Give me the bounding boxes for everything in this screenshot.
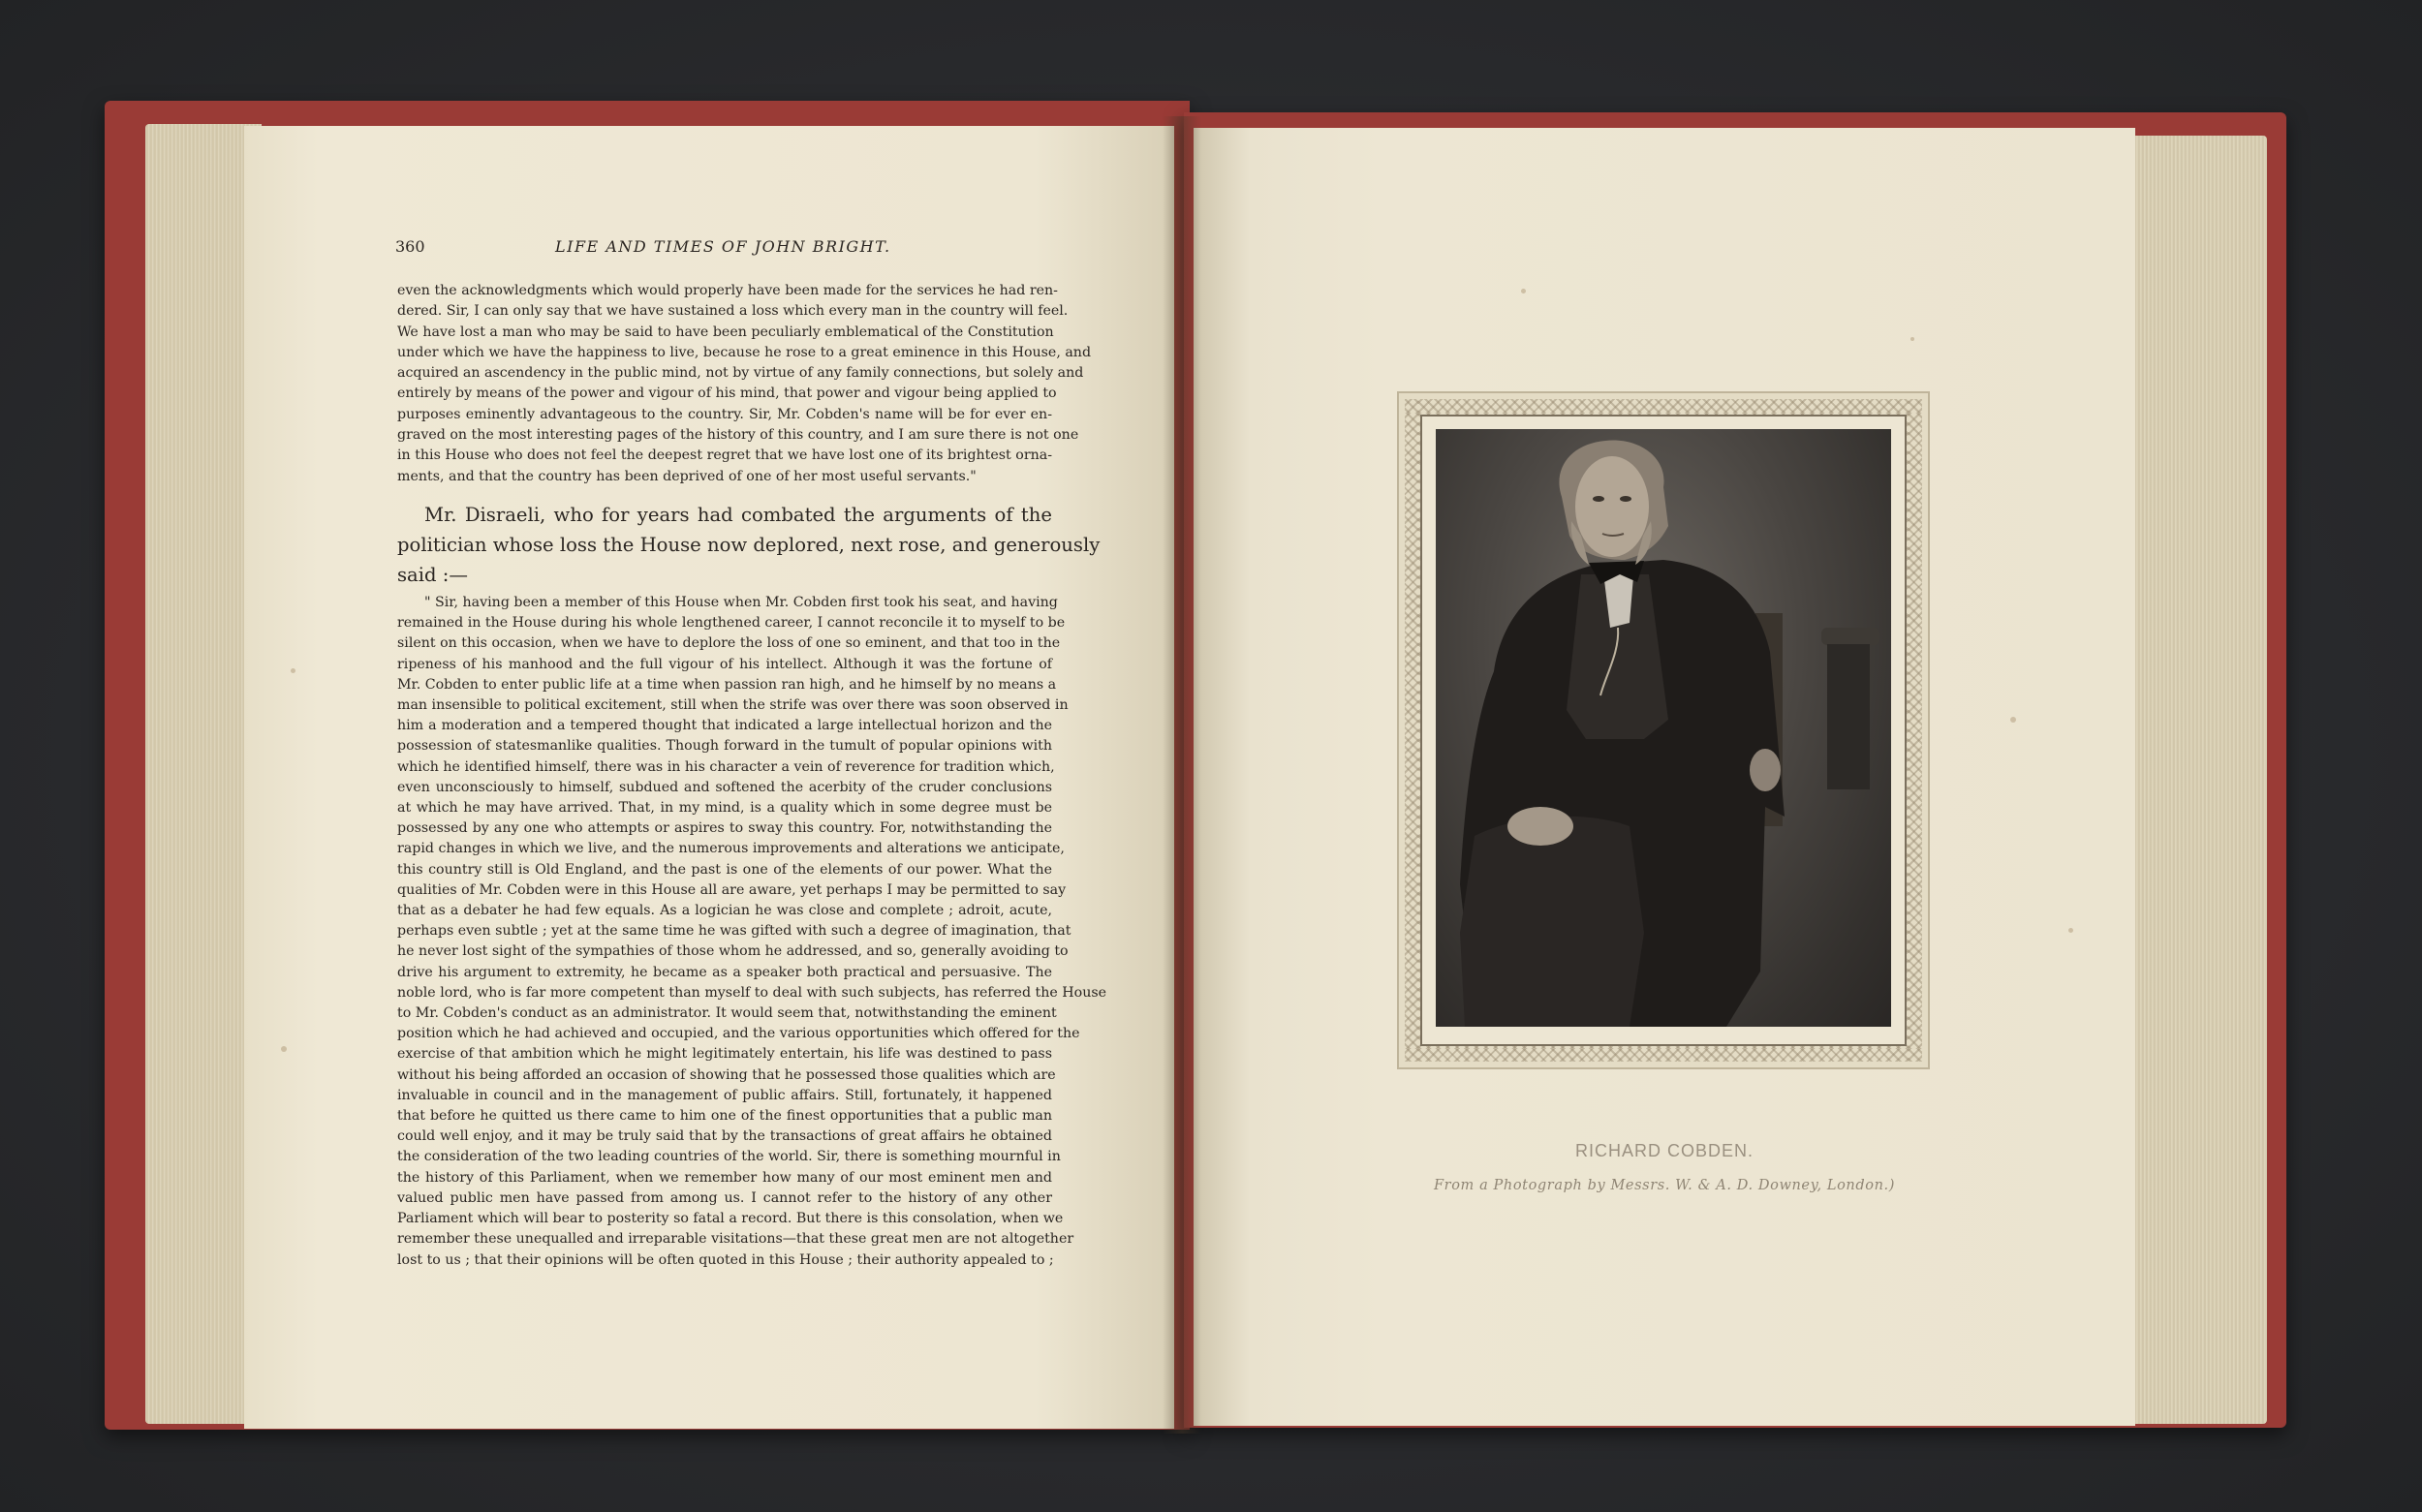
text-line: exercise of that ambition which he might legitimately entertain, his life was destined to pass xyxy=(397,1046,1052,1063)
text-line: rapid changes in which we live, and the numerous improvements and alterations we anticipate, xyxy=(397,841,1065,857)
foxing-spot xyxy=(281,1046,287,1052)
text-line: man insensible to political excitement, still when the strife was over there was soon observed in xyxy=(397,697,1069,714)
running-title: LIFE AND TIMES OF JOHN BRIGHT. xyxy=(555,237,891,256)
text-line: the history of this Parliament, when we remember how many of our most eminent men and xyxy=(397,1169,1052,1186)
plate-caption-title: RICHARD COBDEN. xyxy=(1574,1141,1754,1160)
side-table-leg xyxy=(1827,644,1870,789)
foxing-spot xyxy=(2010,717,2016,723)
side-table-top xyxy=(1821,628,1879,645)
text-line: Mr. Cobden to enter public life at a time when passion ran high, and he himself by no means a xyxy=(397,676,1057,693)
page-edges-right xyxy=(2122,136,2267,1424)
text-line: position which he had achieved and occupied, and the various opportunities which offered for the xyxy=(397,1026,1080,1042)
text-line: ments, and that the country has been deprived of one of her most useful servants." xyxy=(397,468,977,484)
eye-right xyxy=(1620,496,1631,502)
text-line: valued public men have passed from among us. I cannot refer to the history of any other xyxy=(397,1189,1052,1206)
text-line: him a moderation and a tempered thought that indicated a large intellectual horizon and the xyxy=(397,718,1052,734)
text-line: in this House who does not feel the deepest regret that we have lost one of its brightest orna- xyxy=(397,447,1052,464)
foxing-spot xyxy=(1521,289,1526,293)
text-line: even the acknowledgments which would properly have been made for the services he had ren- xyxy=(397,283,1058,298)
eye-left xyxy=(1593,496,1604,502)
quoted-speech-disraeli xyxy=(397,593,1107,1271)
text-line: the consideration of the two leading countries of the world. Sir, there is something mournful in xyxy=(397,1149,1061,1165)
text-line: " Sir, having been a member of this House when Mr. Cobden first took his seat, and having xyxy=(424,595,1058,610)
trousers xyxy=(1460,817,1644,1027)
page-number: 360 xyxy=(395,237,425,256)
text-line: dered. Sir, I can only say that we have sustained a loss which every man in the country will feel. xyxy=(397,303,1069,320)
text-line: perhaps even subtle ; yet at the same time he was gifted with such a degree of imagination, that xyxy=(397,923,1071,940)
text-line: drive his argument to extremity, he became as a speaker both practical and persuasive. The xyxy=(397,964,1052,980)
portrait-photograph xyxy=(1436,429,1891,1027)
foxing-spot xyxy=(1910,337,1914,341)
plate-caption-credit: From a Photograph by Messrs. W. & A. D. Downey, London.) xyxy=(1434,1178,1895,1193)
text-line: that as a debater he had few equals. As a logician he was close and complete ; adroit, acute, xyxy=(397,903,1052,919)
text-line: entirely by means of the power and vigour of his mind, that power and vigour being applied to xyxy=(397,386,1057,402)
text-line: he never lost sight of the sympathies of those whom he addressed, and so, generally avoiding to xyxy=(397,943,1069,960)
foxing-spot xyxy=(2068,928,2073,933)
text-line: under which we have the happiness to live, because he rose to a great eminence in this House, and xyxy=(397,344,1092,360)
text-line: silent on this occasion, when we have to deplore the loss of one so eminent, and that too in the xyxy=(397,635,1061,652)
text-line: remained in the House during his whole lengthened career, I cannot reconcile it to myself to be xyxy=(397,615,1066,632)
left-hand xyxy=(1507,807,1573,846)
narration-paragraph xyxy=(397,500,1101,590)
running-head xyxy=(395,237,1054,262)
quoted-speech-paragraph xyxy=(397,281,1092,487)
text-line: acquired an ascendency in the public mind, not by virtue of any family connections, but solely and xyxy=(397,365,1084,382)
text-line: possessed by any one who attempts or aspires to sway this country. For, notwithstanding the xyxy=(397,820,1052,837)
text-line: Parliament which will bear to posterity so fatal a record. But there is this consolation, when we xyxy=(397,1211,1064,1227)
book-gutter xyxy=(1163,116,1201,1434)
text-line: without his being afforded an occasion of showing that he possessed those qualities which are xyxy=(397,1066,1056,1083)
text-line: that before he quitted us there came to him one of the finest opportunities that a public man xyxy=(397,1108,1052,1125)
foxing-spot xyxy=(291,668,295,673)
text-line: to Mr. Cobden's conduct as an administrator. It would seem that, notwithstanding the eminent xyxy=(397,1005,1057,1022)
text-line: politician whose loss the House now deplored, next rose, and generously xyxy=(397,534,1101,556)
text-line: remember these unequalled and irreparable visitations—that these great men are not altogether xyxy=(397,1231,1074,1248)
right-hand xyxy=(1750,749,1781,791)
text-line: invaluable in council and in the management of public affairs. Still, fortunately, it happened xyxy=(397,1087,1052,1103)
text-line: noble lord, who is far more competent than myself to deal with such subjects, has referred the House xyxy=(397,984,1107,1001)
text-line: even unconsciously to himself, subdued and softened the acerbity of the cruder conclusions xyxy=(397,779,1052,795)
text-line: lost to us ; that their opinions will be often quoted in this House ; their authority appealed to ; xyxy=(397,1251,1054,1268)
text-line: possession of statesmanlike qualities. Though forward in the tumult of popular opinions with xyxy=(397,738,1052,755)
text-line: We have lost a man who may be said to have been peculiarly emblematical of the Constitution xyxy=(397,324,1054,340)
text-line: could well enjoy, and it may be truly said that by the transactions of great affairs he obtained xyxy=(397,1128,1052,1145)
text-line: said :— xyxy=(397,564,468,586)
text-line: at which he may have arrived. That, in my mind, is a quality which in some degree must be xyxy=(397,800,1052,817)
face xyxy=(1575,456,1649,557)
text-line: qualities of Mr. Cobden were in this House all are aware, yet perhaps I may be permitted to say xyxy=(397,881,1067,898)
text-line: ripeness of his manhood and the full vigour of his intellect. Although it was the fortune of xyxy=(397,656,1052,672)
portrait-figure xyxy=(1436,429,1891,1027)
text-line: purposes eminently advantageous to the country. Sir, Mr. Cobden's name will be for ever en- xyxy=(397,406,1052,422)
text-line: graved on the most interesting pages of the history of this country, and I am sure there is not one xyxy=(397,427,1079,444)
text-line: which he identified himself, there was in his character a vein of reverence for tradition which, xyxy=(397,758,1055,775)
text-line: Mr. Disraeli, who for years had combated the arguments of the xyxy=(424,504,1052,526)
text-line: this country still is Old England, and the past is one of the elements of our power. What the xyxy=(397,861,1052,878)
